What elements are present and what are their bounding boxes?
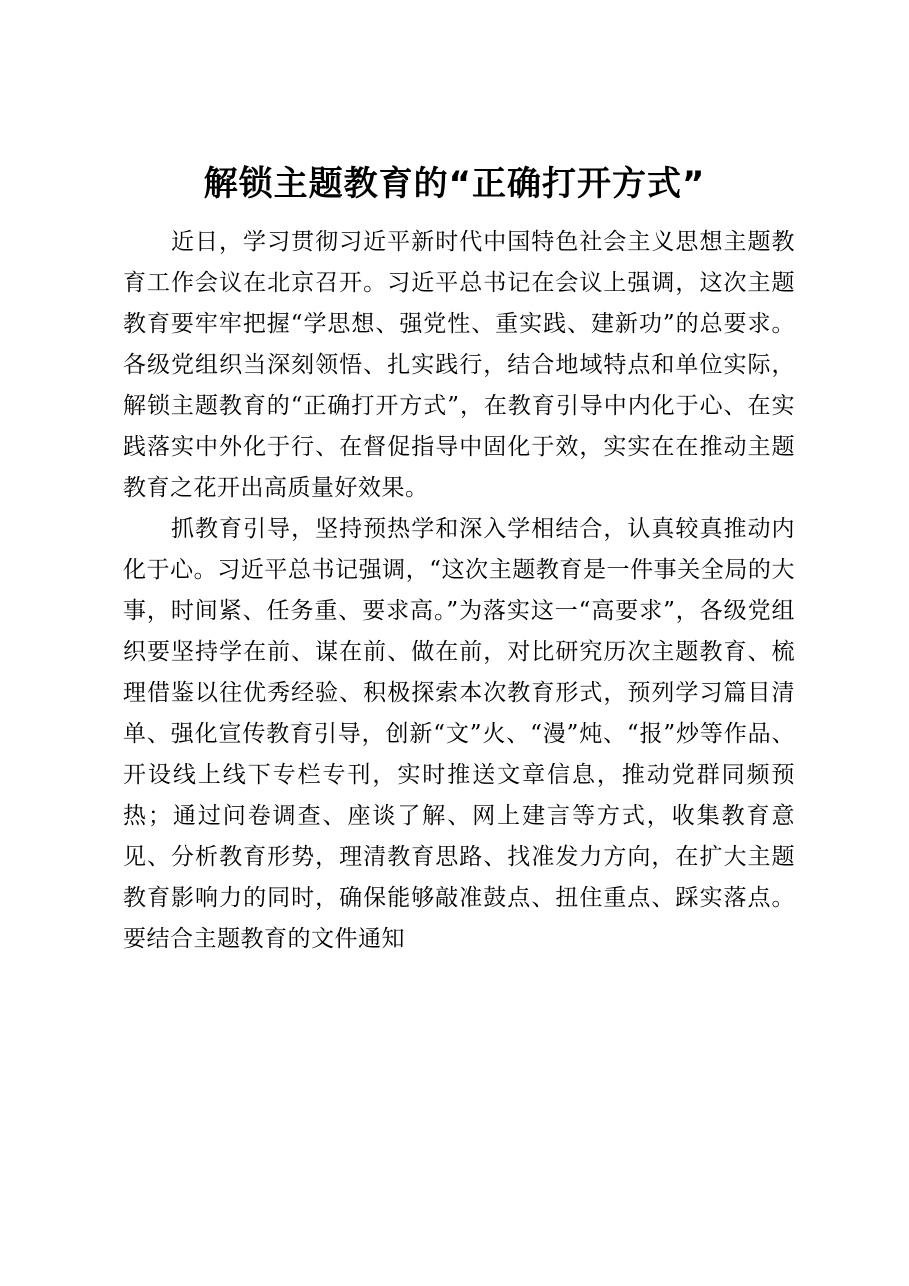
paragraph-2: 抓教育引导，坚持预热学和深入学相结合，认真较真推动内化于心。习近平总书记强调，“这次主题教育是一件事关全局的大事，时间紧、任务重、要求高。”为落实这一“高要求”，各级党组织要坚持学在前、谋在前、做在前，对比研究历次主题教育、梳理借鉴以往优秀经验、积极探索本次教育形式，预列学习篇目清单、强化宣传教育引导，创新“文”火、“漫”炖、“报”炒等作品、开设线上线下专栏专刊，实时推送文章信息，推动党群同频预热；通过问卷调查、座谈了解、网上建言等方式，收集教育意见、分析教育形势，理清教育思路、找准发力方向，在扩大主题教育影响力的同时，确保能够敲准鼓点、扭住重点、踩实落点。要结合主题教育的文件通知 — [123, 516, 795, 952]
document-title: 解锁主题教育的“正确打开方式” — [203, 164, 706, 204]
paragraph-1: 近日，学习贯彻习近平新时代中国特色社会主义思想主题教育工作会议在北京召开。习近平总书记在会议上强调，这次主题教育要牢牢把握“学思想、强党性、重实践、建新功”的总要求。各级党组织当深刻领悟、扎实践行，结合地域特点和单位实际，解锁主题教育的“正确打开方式”，在教育引导中内化于心、在实践落实中外化于行、在督促指导中固化于效，实实在在推动主题教育之花开出高质量好效果。 — [123, 229, 795, 501]
document-body — [123, 222, 795, 960]
